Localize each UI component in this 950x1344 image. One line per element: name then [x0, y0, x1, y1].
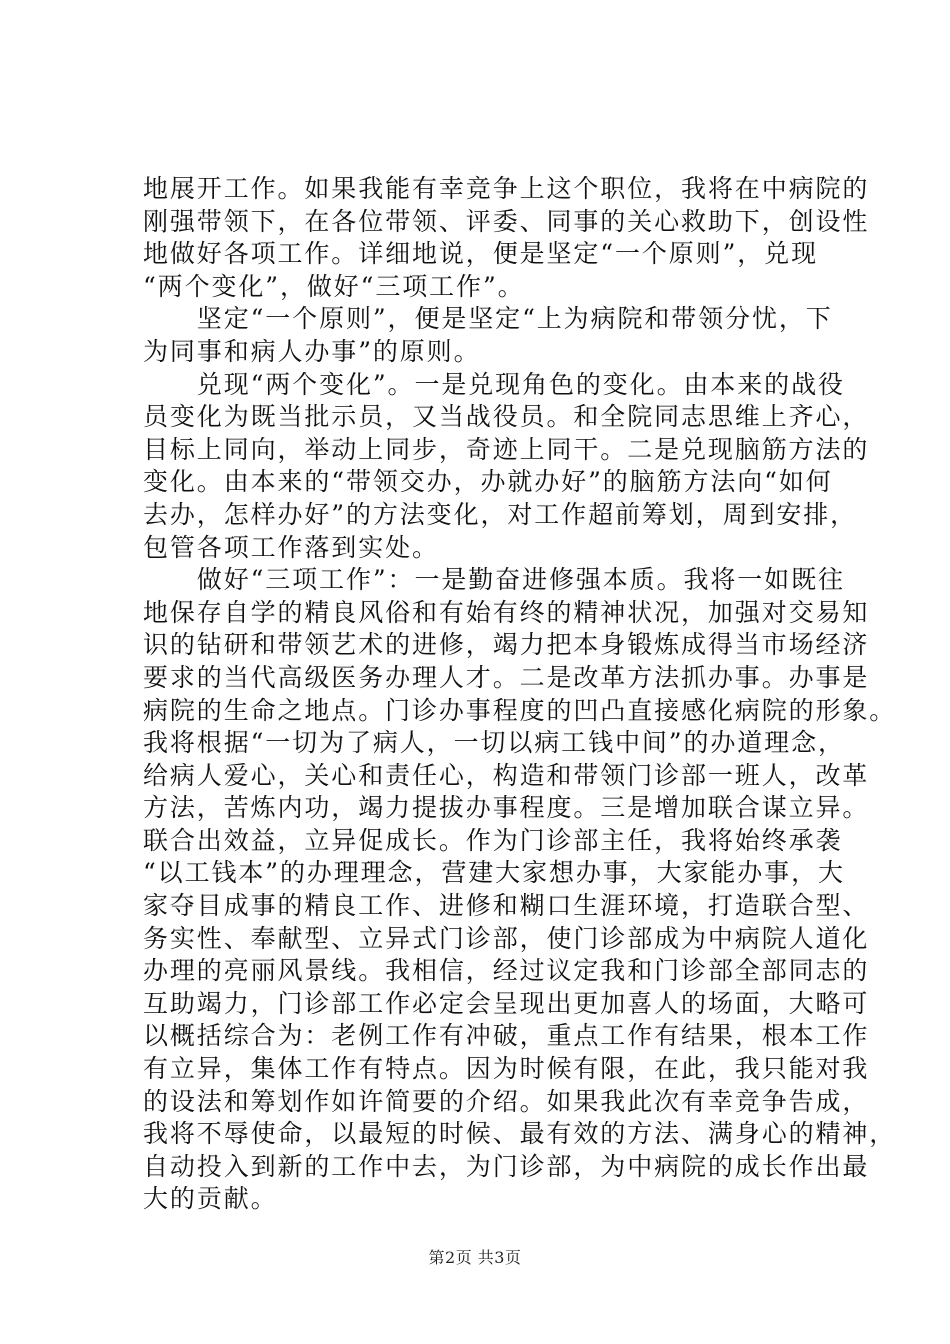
text-line: 做好“三项工作”：一是勤奋进修强本质。我将一如既往	[143, 565, 845, 595]
text-line: 包管各项工作落到实处。	[143, 532, 439, 562]
text-line: 目标上同向，举动上同步，奇迹上同干。二是兑现脑筋方法的	[143, 434, 870, 464]
text-line: 大的贡献。	[143, 1184, 278, 1214]
text-line: 自动投入到新的工作中去，为门诊部，为中病院的成长作出最	[143, 1151, 870, 1181]
text-line: 办理的亮丽风景线。我相信，经过议定我和门诊部全部同志的	[143, 956, 870, 986]
text-line: “两个变化”，做好“三项工作”。	[143, 271, 525, 301]
text-line: 务实性、奉献型、立异式门诊部，使门诊部成为中病院人道化	[143, 923, 870, 953]
text-line: 要求的当代高级医务办理人才。二是改革方法抓办事。办事是	[143, 662, 870, 692]
text-line: 病院的生命之地点。门诊办事程度的凹凸直接感化病院的形象。	[143, 695, 897, 725]
text-line: 员变化为既当批示员，又当战役员。和全院同志思维上齐心，	[143, 402, 870, 432]
text-line: 兑现“两个变化”。一是兑现角色的变化。由本来的战役	[143, 369, 845, 399]
text-line: 地展开工作。如果我能有幸竞争上这个职位，我将在中病院的	[143, 174, 870, 203]
text-line: 方法，苦炼内功，竭力提拔办事程度。三是增加联合谋立异。	[143, 793, 870, 823]
text-line: 互助竭力，门诊部工作必定会呈现出更加喜人的场面，大略可	[143, 988, 870, 1018]
text-line: 给病人爱心，关心和责任心，构造和带领门诊部一班人，改革	[143, 760, 870, 790]
text-line: 刚强带领下，在各位带领、评委、同事的关心救助下，创设性	[143, 206, 870, 236]
text-line: 变化。由本来的“带领交办，办就办好”的脑筋方法向“如何	[143, 467, 833, 497]
text-line: 地保存自学的精良风俗和有始有终的精神状况，加强对交易知	[143, 597, 870, 627]
text-line: 的设法和筹划作如许简要的介绍。如果我此次有幸竞争告成，	[143, 1086, 870, 1116]
text-line: 地做好各项工作。详细地说，便是坚定“一个原则”，兑现	[143, 239, 818, 269]
text-line: 家夺目成事的精良工作、进修和糊口生涯环境，打造联合型、	[143, 891, 870, 921]
document-body	[143, 173, 897, 1216]
text-line: “以工钱本”的办理理念，营建大家想办事，大家能办事，大	[143, 858, 845, 888]
text-line: 为同事和病人办事”的原则。	[143, 336, 481, 366]
page-number-footer: 第2页 共3页	[428, 1248, 522, 1267]
text-line: 去办，怎样办好”的方法变化，对工作超前筹划，周到安排，	[143, 499, 858, 529]
text-line: 坚定“一个原则”，便是坚定“上为病院和带领分忧，下	[143, 304, 833, 334]
text-line: 以概括综合为：老例工作有冲破，重点工作有结果，根本工作	[143, 1021, 870, 1051]
text-line: 我将根据“一切为了病人，一切以病工钱中间”的办道理念，	[143, 728, 845, 758]
text-line: 识的钻研和带领艺术的进修，竭力把本身锻炼成得当市场经济	[143, 630, 870, 660]
text-line: 联合出效益，立异促成长。作为门诊部主任，我将始终承袭	[143, 825, 843, 855]
text-line: 我将不辱使命，以最短的时候、最有效的方法、满身心的精神，	[143, 1119, 897, 1149]
text-line: 有立异，集体工作有特点。因为时候有限，在此，我只能对我	[143, 1054, 870, 1084]
